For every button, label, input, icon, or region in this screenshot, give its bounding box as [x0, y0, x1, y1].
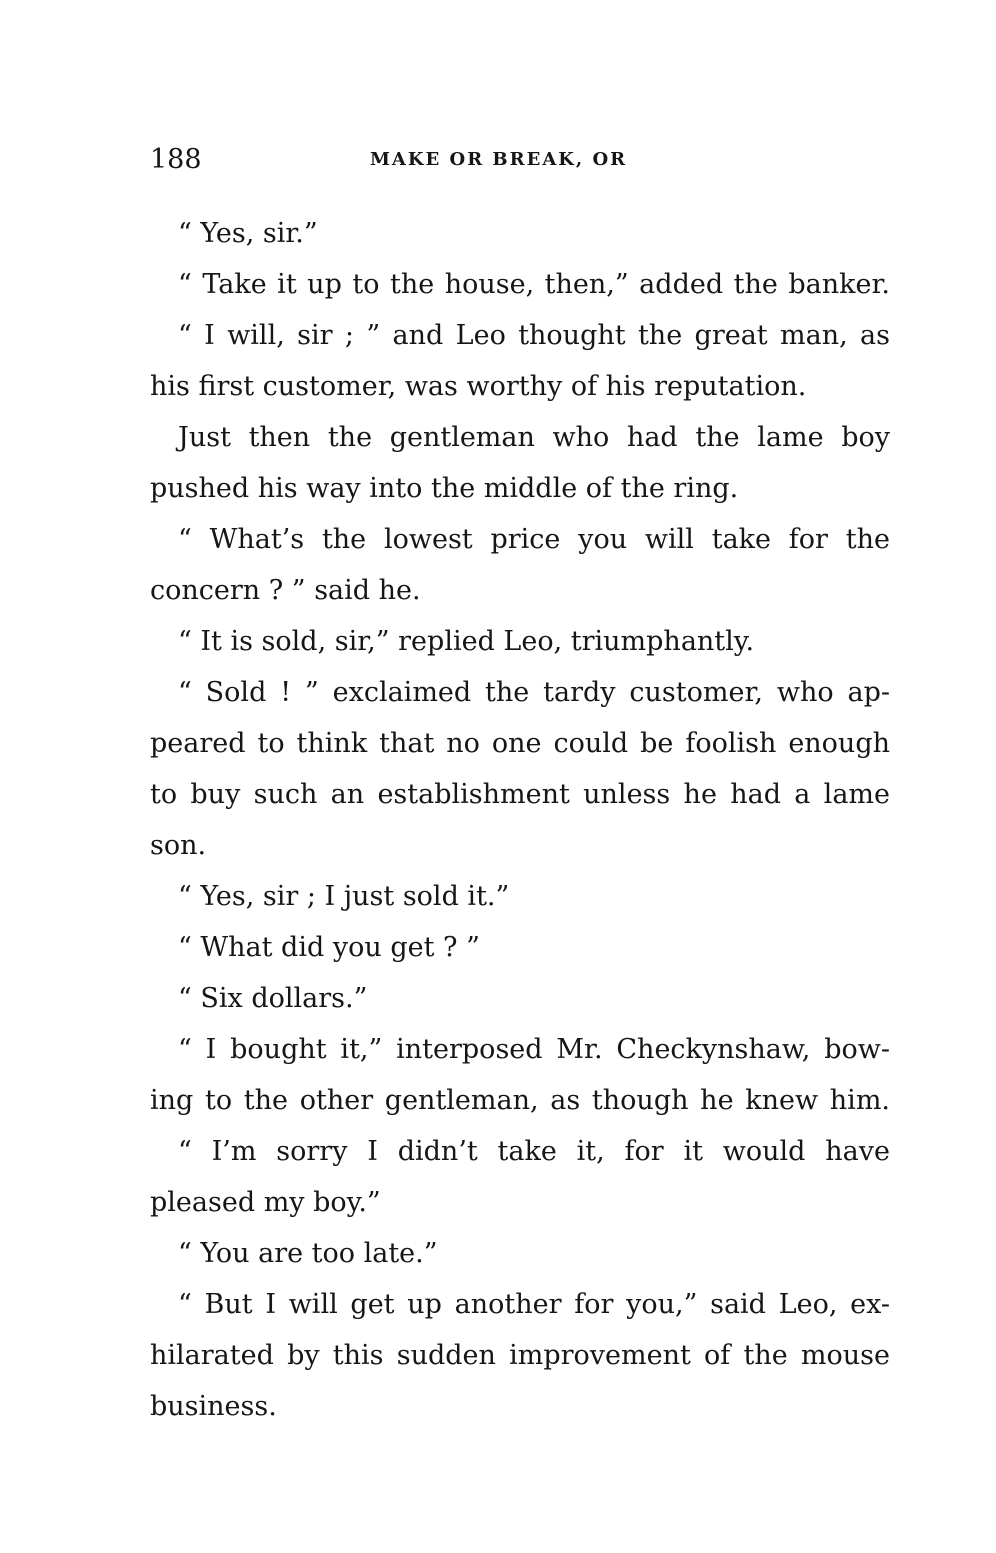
running-head: MAKE OR BREAK, OR: [370, 149, 628, 170]
text-line: business.: [150, 1391, 277, 1422]
text-line: “ I will, sir ; ” and Leo thought the great man, as: [178, 320, 890, 351]
page-header: [150, 140, 890, 180]
text-line: “ Six dollars.”: [178, 983, 368, 1014]
text-line: pushed his way into the middle of the ring.: [150, 473, 739, 504]
text-line: “ Sold ! ” exclaimed the tardy customer, who ap-: [178, 677, 890, 708]
body-text: [150, 208, 890, 1432]
text-line: “ But I will get up another for you,” said Leo, ex-: [178, 1289, 890, 1320]
text-line: “ Yes, sir ; I just sold it.”: [178, 881, 510, 912]
text-line: “ Take it up to the house, then,” added the banker.: [178, 269, 890, 300]
text-line: “ Yes, sir.”: [178, 218, 318, 249]
text-line: “ I bought it,” interposed Mr. Checkynshaw, bow-: [178, 1034, 890, 1065]
page-number: 188: [150, 144, 202, 175]
text-line: “ What did you get ? ”: [178, 932, 480, 963]
text-line: hilarated by this sudden improvement of the mouse: [150, 1340, 890, 1371]
text-line: to buy such an establishment unless he had a lame: [150, 779, 890, 810]
text-line: son.: [150, 830, 207, 861]
text-line: his first customer, was worthy of his reputation.: [150, 371, 807, 402]
text-line: “ It is sold, sir,” replied Leo, triumphantly.: [178, 626, 755, 657]
text-line: peared to think that no one could be foolish enough: [150, 728, 890, 759]
text-line: “ I’m sorry I didn’t take it, for it would have: [178, 1136, 890, 1167]
text-line: “ You are too late.”: [178, 1238, 438, 1269]
text-line: “ What’s the lowest price you will take for the: [178, 524, 890, 555]
text-line: Just then the gentleman who had the lame boy: [178, 422, 890, 453]
text-line: concern ? ” said he.: [150, 575, 421, 606]
text-line: ing to the other gentleman, as though he knew him.: [150, 1085, 890, 1116]
text-line: pleased my boy.”: [150, 1187, 381, 1218]
